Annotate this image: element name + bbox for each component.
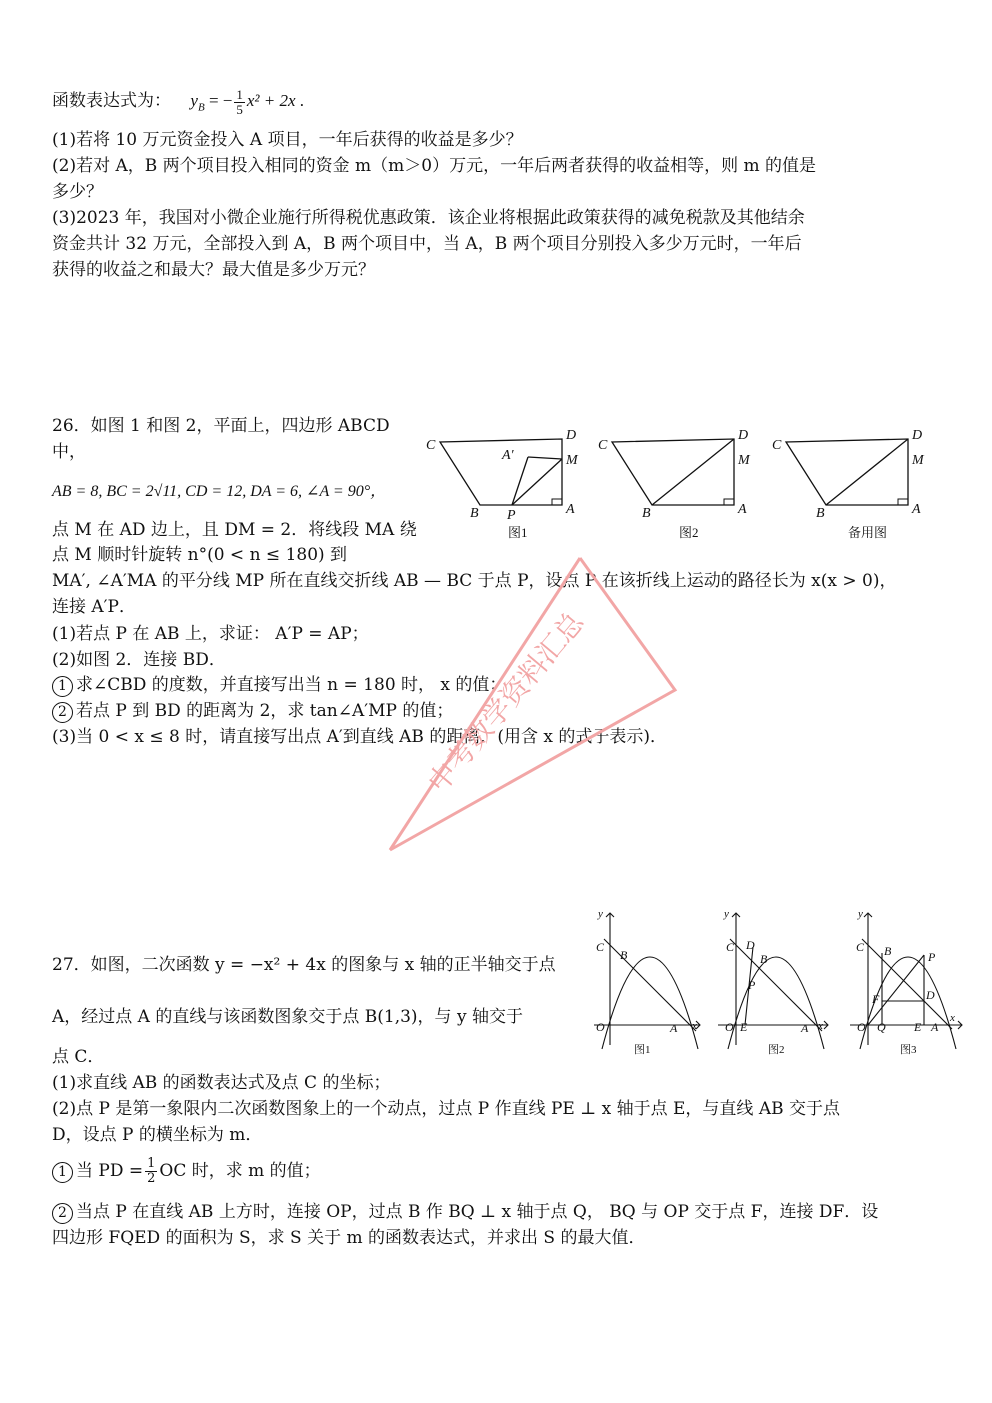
q27-part1: (1)求直线 AB 的函数表达式及点 C 的坐标； (52, 1073, 391, 1093)
right-angle-mark-3 (898, 499, 908, 505)
q27-figure-3-labels (856, 908, 955, 1034)
q25-part3-a: (3)2023 年，我国对小微企业施行所得税优惠政策．该企业将根据此政策获得的减免税款及其他结余 (52, 208, 805, 228)
label-x: x (818, 1020, 823, 1032)
label-c: C (598, 438, 608, 453)
q25-part3-b: 资金共计 32 万元，全部投入到 A，B 两个项目中，当 A，B 两个项目分别投入多少万元时，一年后 (52, 234, 802, 254)
parabola-2 (728, 957, 824, 1049)
fig-caption-3: 图3 (900, 1044, 917, 1056)
label-q: Q (877, 1020, 886, 1034)
q25-part2-a: (2)若对 A，B 两个项目投入相同的资金 m（m＞0）万元，一年后两者获得的收益相等，则 m 的值是 (52, 156, 817, 176)
segment-ma-prime-1 (528, 457, 562, 459)
q26-part2: (2)如图 2．连接 BD． (52, 650, 226, 670)
circled-2: 2 (52, 1203, 73, 1224)
q26-heading-b: 中， (52, 442, 86, 462)
q25-intro: 函数表达式为： (52, 91, 171, 111)
label-e: E (914, 1020, 922, 1034)
label-b: B (470, 506, 479, 521)
quad-abcd-3 (786, 439, 908, 505)
fig-caption-1: 图1 (634, 1044, 651, 1056)
label-m: M (738, 453, 750, 468)
line-ab-2 (730, 939, 822, 1031)
label-a: A (566, 502, 575, 517)
q26-given: AB = 8, BC = 2√11, CD = 12, DA = 6, ∠A = 90°， (52, 483, 387, 500)
q26-line-7: 连接 A′P． (52, 597, 136, 617)
q27-sub2-a: 2 当点 P 在直线 AB 上方时，连接 OP，过点 B 作 BQ ⊥ x 轴于点 Q， BQ 与 OP 交于点 F，连接 DF．设 (52, 1197, 878, 1224)
fig-caption-2: 图2 (679, 525, 699, 540)
watermark-text: 中考数学资料汇总 (421, 605, 591, 799)
label-a: A (670, 1021, 678, 1035)
parabola-1 (602, 957, 698, 1049)
q27-figure-3 (850, 913, 962, 1049)
label-c: C (772, 438, 782, 453)
quad-abcd-1 (440, 439, 562, 505)
right-angle-mark-2 (724, 499, 734, 505)
label-d: D (738, 428, 749, 443)
fig-caption-1: 图1 (508, 525, 528, 540)
q27-sub1: 1 当 PD = $\frac{1}{2}$ OC 时，求 m 的值； (52, 1156, 321, 1186)
label-d: D (566, 428, 577, 443)
q26-figure-2 (612, 439, 734, 505)
circled-1: 1 (52, 1162, 73, 1183)
q26-part1: (1)若点 P 在 AB 上，求证： A′P = AP； (52, 624, 369, 644)
q26-heading-a: 26．如图 1 和图 2，平面上，四边形 ABCD (52, 416, 390, 436)
label-c: C (856, 940, 865, 954)
label-f: F (872, 992, 880, 1006)
label-x: x (692, 1020, 697, 1032)
label-a: A (801, 1021, 809, 1035)
q25-part2-b: 多少？ (52, 182, 103, 202)
q25-fraction: $\frac{1}{5}$ (236, 86, 243, 117)
q26-line-6: MA′, ∠A′MA 的平分线 MP 所在直线交折线 AB — BC 于点 P，设点 P 在该折线上运动的路径长为 x(x > 0)， (52, 571, 897, 591)
label-p: P (928, 950, 936, 964)
label-y: y (858, 908, 863, 920)
q25-formula: $y_B$ = − $\frac{1}{5}$ x² + 2x . (190, 86, 305, 117)
label-d: D (746, 938, 755, 952)
q27-line-3: 点 C． (52, 1047, 105, 1067)
label-b: B (642, 506, 651, 521)
label-a-prime: A′ (502, 448, 514, 463)
q25-part1: (1)若将 10 万元资金投入 A 项目，一年后获得的收益是多少？ (52, 130, 523, 150)
label-b: B (620, 948, 628, 962)
label-d: D (926, 988, 935, 1002)
label-y: y (598, 908, 603, 920)
q27-figure-2 (718, 913, 828, 1049)
quad-abcd-2 (612, 439, 734, 505)
q27-part2-b: D，设点 P 的横坐标为 m． (52, 1125, 263, 1145)
q26-figures (420, 425, 940, 545)
label-p: P (507, 508, 516, 523)
q26-line-5: 点 M 顺时针旋转 n°(0 < n ≤ 180) 到 (52, 545, 348, 565)
segment-op-3 (868, 955, 924, 1025)
label-d: D (912, 428, 923, 443)
label-o: O (857, 1020, 866, 1034)
segment-bd-3 (826, 439, 908, 505)
right-angle-mark-1 (552, 499, 562, 505)
q26-figure-3 (786, 439, 908, 505)
label-o: O (596, 1020, 605, 1034)
q26-sub2: 2 若点 P 到 BD 的距离为 2，求 tan∠A′MP 的值； (52, 696, 453, 723)
q27-figures (588, 905, 968, 1060)
label-a: A (931, 1020, 939, 1034)
line-ab-1 (604, 939, 696, 1031)
label-m: M (912, 453, 924, 468)
label-m: M (566, 453, 578, 468)
circled-1: 1 (52, 676, 73, 697)
label-a: A (738, 502, 747, 517)
q27-sub2-b: 四边形 FQED 的面积为 S，求 S 关于 m 的函数表达式，并求出 S 的最大值． (52, 1228, 646, 1248)
q27-line-1: 27．如图，二次函数 y = −x² + 4x 的图象与 x 轴的正半轴交于点 (52, 955, 556, 975)
label-b: B (816, 506, 825, 521)
fig-caption-3: 备用图 (848, 525, 888, 540)
q26-sub1: 1 求∠CBD 的度数，并直接写出当 n = 180 时， x 的值； (52, 670, 506, 697)
label-o: O (725, 1020, 734, 1034)
q25-formula-line (52, 86, 304, 117)
label-c: C (596, 940, 605, 954)
label-e: E (740, 1020, 748, 1034)
q27-fraction: $\frac{1}{2}$ (147, 1156, 156, 1186)
q27-figure-1 (594, 913, 700, 1049)
label-p: P (748, 978, 756, 992)
q27-part2-a: (2)点 P 是第一象限内二次函数图象上的一个动点，过点 P 作直线 PE ⊥ x 轴于点 E，与直线 AB 交于点 (52, 1099, 840, 1119)
label-c: C (426, 438, 436, 453)
label-a: A (912, 502, 921, 517)
label-y: y (724, 908, 729, 920)
label-b: B (884, 944, 892, 958)
label-c: C (726, 940, 735, 954)
q25-part3-c: 获得的收益之和最大？最大值是多少万元？ (52, 260, 375, 280)
q27-line-2: A，经过点 A 的直线与该函数图象交于点 B(1,3)，与 y 轴交于 (52, 1007, 523, 1027)
segment-bd-2 (652, 439, 734, 505)
q26-figure-1 (440, 439, 562, 505)
q26-line-4: 点 M 在 AD 边上，且 DM = 2．将线段 MA 绕 (52, 520, 417, 540)
label-x: x (950, 1012, 955, 1024)
fig-caption-2: 图2 (768, 1044, 785, 1056)
circled-2: 2 (52, 702, 73, 723)
q26-part3: (3)当 0 < x ≤ 8 时，请直接写出点 A′到直线 AB 的距离．(用含 x 的式子表示)． (52, 727, 667, 747)
label-b: B (760, 952, 768, 966)
